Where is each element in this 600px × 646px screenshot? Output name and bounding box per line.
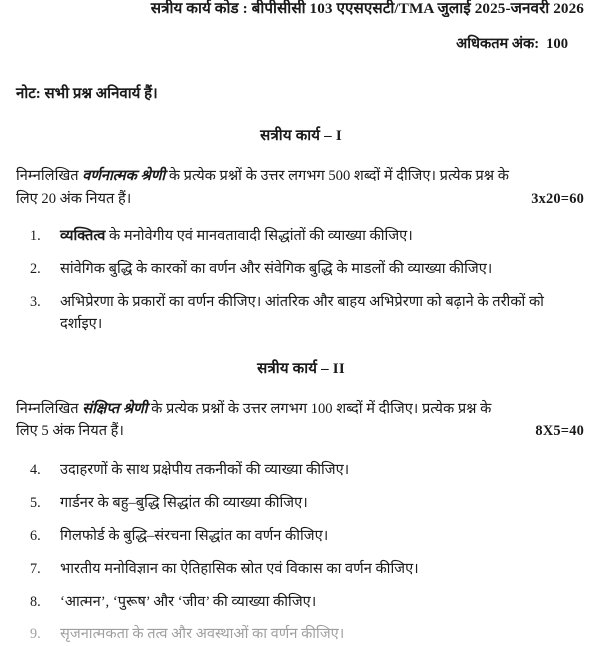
question-text: गिलफोर्ड के बुद्धि–संरचना सिद्धांत का वर्णन कीजिए। bbox=[60, 527, 329, 544]
question-text: सृजनात्मकता के तत्व और अवस्थाओं का वर्णन कीजिए। bbox=[60, 626, 345, 643]
question-text bbox=[60, 292, 586, 336]
section-heading-1-roman: I bbox=[335, 127, 342, 144]
question-number: 2. bbox=[30, 261, 41, 278]
question-text-body: अभिप्रेरणा के प्रकारों का वर्णन कीजिए। आंतरिक और बाहय अभिप्रेरणा को बढ़ाने के तरीकों को दर्शाइए। bbox=[60, 293, 544, 332]
question-number: 8. bbox=[30, 593, 41, 610]
list-item bbox=[16, 259, 586, 281]
list-item bbox=[16, 292, 586, 336]
instruction-2-prefix: निम्नलिखित bbox=[16, 400, 83, 417]
instruction-2-marks-weight: 8X5=40 bbox=[535, 423, 584, 440]
instruction-1-line-1 bbox=[16, 165, 586, 188]
question-list-section-2 bbox=[16, 460, 586, 646]
section-heading-1 bbox=[16, 125, 586, 145]
question-text-body: के मनोवेगीय एवं मानवतावादी सिद्धांतों की व्याख्या कीजिए। bbox=[105, 228, 413, 245]
question-number: 6. bbox=[30, 527, 41, 544]
list-item bbox=[16, 559, 586, 581]
list-item bbox=[16, 226, 586, 248]
course-code-line: सत्रीय कार्य कोड : बीपीसीसी 103 एएसएसटी/TMA जुलाई 2025-जनवरी 2026 bbox=[150, 0, 584, 17]
instruction-1-marks-weight: 3x20=60 bbox=[531, 190, 584, 207]
list-item bbox=[16, 460, 586, 482]
question-number: 4. bbox=[30, 461, 41, 478]
question-number: 9. bbox=[30, 626, 41, 643]
instruction-2-line-1 bbox=[16, 398, 586, 421]
note-line: नोट: सभी प्रश्न अनिवार्य हैं। bbox=[16, 85, 158, 102]
question-text-body: सांवेगिक बुद्धि के कारकों का वर्णन और संवेगिक बुद्धि के माडलों की व्याख्या कीजिए। bbox=[60, 261, 493, 278]
question-text bbox=[60, 226, 586, 248]
question-text: उदाहरणों के साथ प्रक्षेपीय तकनीकों की व्याख्या कीजिए। bbox=[60, 461, 350, 478]
section-heading-2 bbox=[16, 358, 586, 378]
list-item bbox=[16, 624, 586, 646]
instruction-1-suffix: के प्रत्येक प्रश्नों के उत्तर लगभग 500 शब्दों में दीजिए। प्रत्येक प्रश्न के bbox=[165, 167, 509, 184]
question-text: भारतीय मनोविज्ञान का ऐतिहासिक स्रोत एवं विकास का वर्णन कीजिए। bbox=[60, 560, 419, 577]
question-number: 3. bbox=[30, 293, 41, 310]
question-list-section-1 bbox=[16, 226, 586, 336]
instruction-block-1 bbox=[16, 165, 586, 210]
instruction-1-prefix: निम्नलिखित bbox=[16, 167, 83, 184]
list-item bbox=[16, 526, 586, 548]
question-number: 5. bbox=[30, 494, 41, 511]
question-number: 1. bbox=[30, 228, 41, 245]
instruction-block-2 bbox=[16, 398, 586, 443]
instruction-2-line-2 bbox=[16, 420, 586, 443]
section-heading-1-text: सत्रीय कार्य – bbox=[260, 127, 336, 144]
list-item bbox=[16, 493, 586, 515]
section-heading-2-text: सत्रीय कार्य – bbox=[257, 360, 333, 377]
section-heading-2-roman: II bbox=[332, 360, 345, 377]
question-text-bold: व्यक्तित्व bbox=[60, 228, 106, 245]
maximum-marks-label: अधिकतम अंक: bbox=[456, 35, 540, 52]
question-number: 7. bbox=[30, 560, 41, 577]
instruction-2-line-2-text: लिए 5 अंक नियत हैं। bbox=[16, 423, 124, 440]
maximum-marks-value: 100 bbox=[546, 35, 568, 52]
instruction-1-emphasis: वर्णनात्मक श्रेणी bbox=[82, 167, 166, 184]
question-text: ‘आत्मन’, ‘पुरूष’ और ‘जीव’ की व्याख्या कीजिए। bbox=[60, 593, 317, 610]
instruction-1-line-2 bbox=[16, 188, 586, 211]
question-text bbox=[60, 259, 586, 281]
instruction-1-line-2-text: लिए 20 अंक नियत हैं। bbox=[16, 190, 132, 207]
list-item bbox=[16, 592, 586, 614]
maximum-marks-line bbox=[16, 33, 586, 53]
instruction-2-emphasis: संक्षिप्त श्रेणी bbox=[82, 400, 148, 417]
instruction-2-suffix: के प्रत्येक प्रश्नों के उत्तर लगभग 100 शब्दों में दीजिए। प्रत्येक प्रश्न के bbox=[147, 400, 492, 417]
question-text: गार्डनर के बहु–बुद्धि सिद्धांत की व्याख्या कीजिए। bbox=[60, 494, 308, 511]
